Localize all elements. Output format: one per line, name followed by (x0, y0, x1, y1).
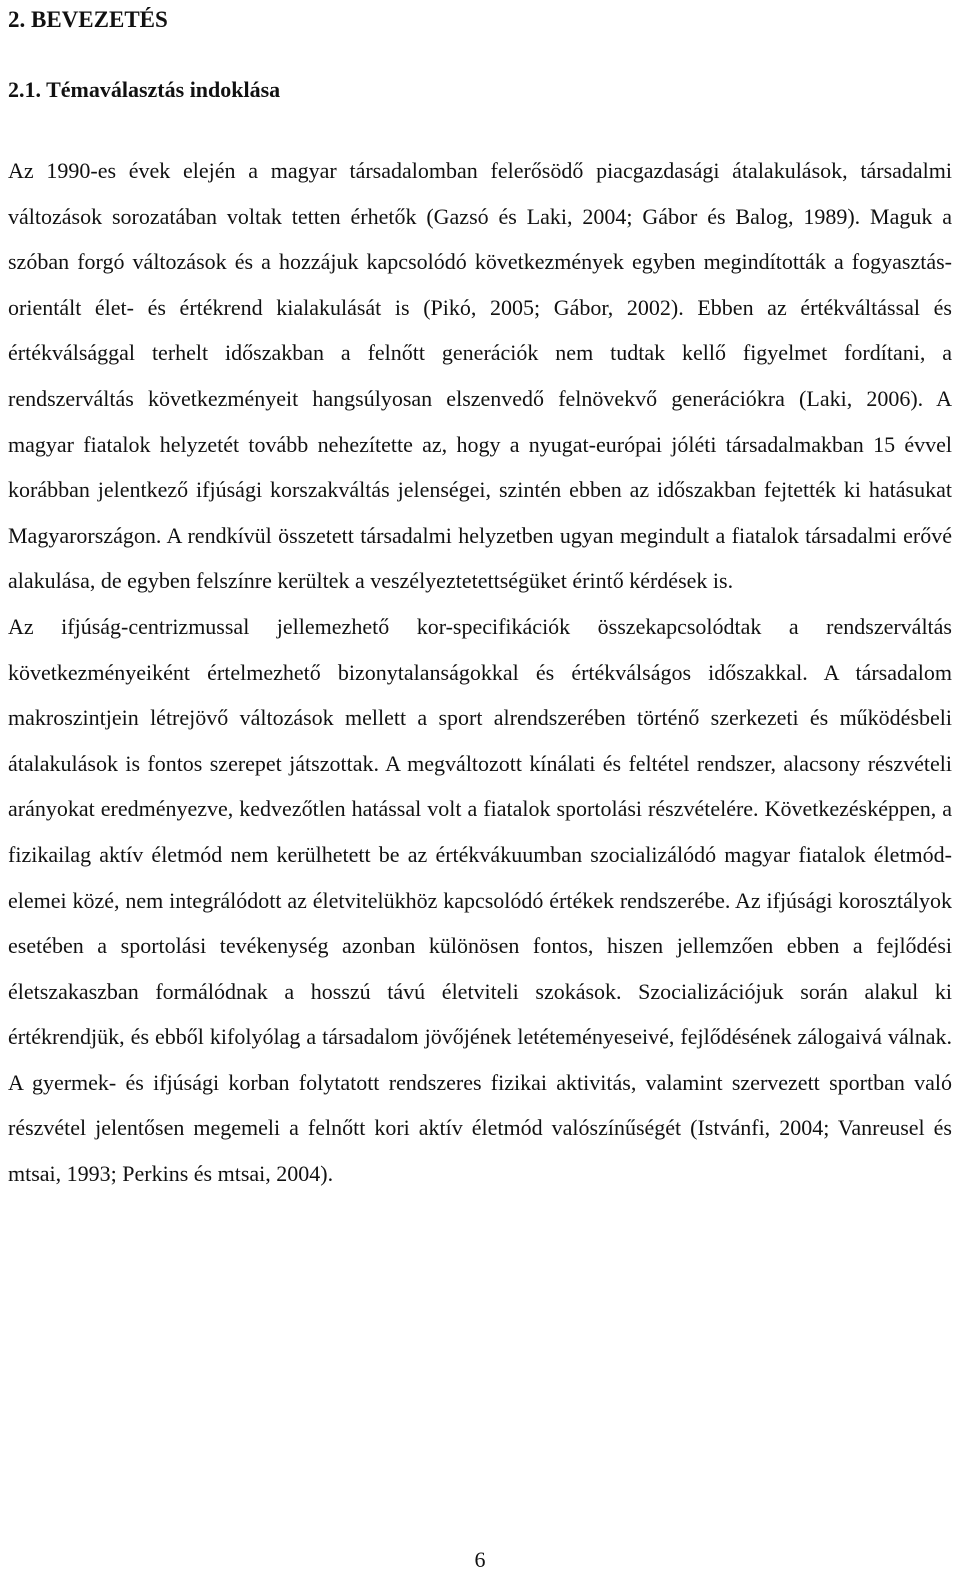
paragraph-1: Az 1990-es évek elején a magyar társadalomban felerősödő piacgazdasági átalakulások, társadalmi változások sorozatában voltak tetten érhetők (Gazsó és Laki, 2004; Gábor és Balog, 1989). Maguk a szóban forgó változások és a hozzájuk kapcsolódó következmények egyben megindították a fogyasztás-orientált élet- és értékrend kialakulását is (Pikó, 2005; Gábor, 2002). Ebben az értékváltással és értékválsággal terhelt időszakban a felnőtt generációk nem tudtak kellő figyelmet fordítani, a rendszerváltás következményeit hangsúlyosan elszenvedő felnövekvő generációkra (Laki, 2006). A magyar fiatalok helyzetét tovább nehezítette az, hogy a nyugat-európai jóléti társadalmakban 15 évvel korábban jelentkező ifjúsági korszakváltás jelenségei, szintén ebben az időszakban fejtették ki hatásukat Magyarországon. A rendkívül összetett társadalmi helyzetben ugyan megindult a fiatalok társadalmi erővé alakulása, de egyben felszínre kerültek a veszélyeztetettségüket érintő kérdések is. (8, 158, 952, 594)
body-text (8, 148, 952, 1197)
paragraph-2: Az ifjúság-centrizmussal jellemezhető kor-specifikációk összekapcsolódtak a rendszerváltás következményeiként értelmezhető bizonytalanságokkal és értékválságos időszakkal. A társadalom makroszintjein létrejövő változások mellett a sport alrendszerében történő szerkezeti és működésbeli átalakulások is fontos szerepet játszottak. A megváltozott kínálati és feltétel rendszer, alacsony részvételi arányokat eredményezve, kedvezőtlen hatással volt a fiatalok sportolási részvételére. Következésképpen, a fizikailag aktív életmód nem kerülhetett be az értékvákuumban szocializálódó magyar fiatalok életmód-elemei közé, nem integrálódott az életvitelükhöz kapcsolódó értékek rendszerébe. Az ifjúsági korosztályok esetében a sportolási tevékenység azonban különösen fontos, hiszen jellemzően ebben a fejlődési életszakaszban formálódnak a hosszú távú életviteli szokások. Szocializációjuk során alakul ki értékrendjük, és ebből kifolyólag a társadalom jövőjének letéteményeseivé, fejlődésének zálogaivá válnak. A gyermek- és ifjúsági korban folytatott rendszeres fizikai aktivitás, valamint szervezett sportban való részvétel jelentősen megemeli a felnőtt kori aktív életmód valószínűségét (Istvánfi, 2004; Vanreusel és mtsai, 1993; Perkins és mtsai, 2004). (8, 613, 952, 1187)
section-heading: 2.1. Témaválasztás indoklása (8, 77, 281, 102)
chapter-heading: 2. BEVEZETÉS (8, 7, 168, 32)
page-number: 6 (474, 1547, 486, 1572)
